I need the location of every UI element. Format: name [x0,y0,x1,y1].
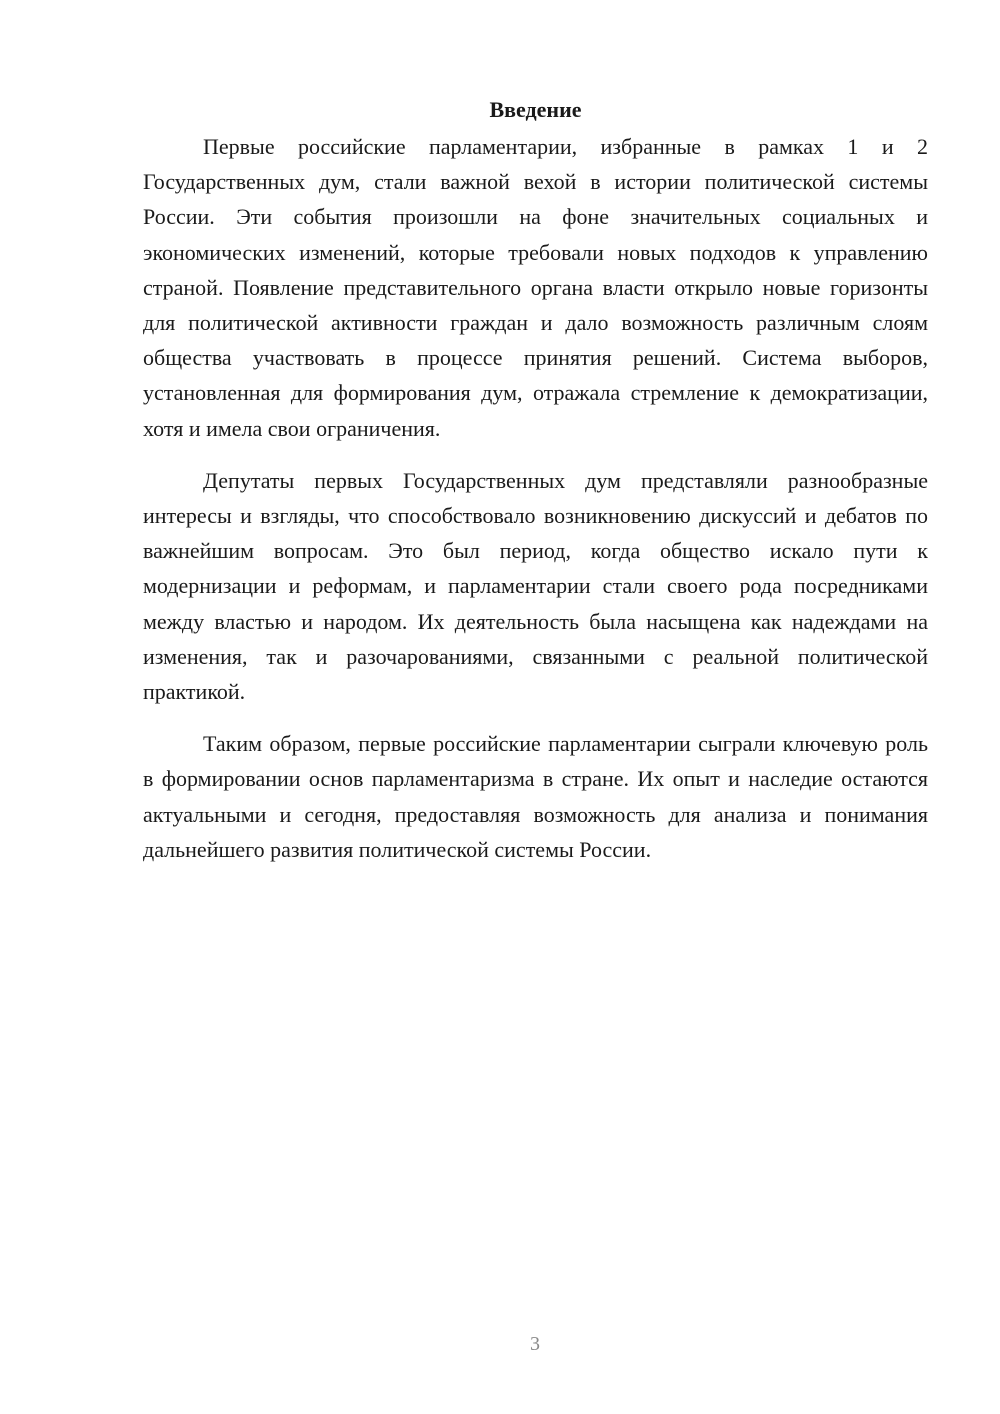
page-content [143,92,928,884]
paragraph-1: Первые российские парламентарии, избранные в рамках 1 и 2 Государственных дум, стали важной вехой в истории политической системы России. Эти события произошли на фоне значительных социальных и экономических изменений, которые требовали новых подходов к управлению страной. Появление представительного органа власти открыло новые горизонты для политической активности граждан и дало возможность различным слоям общества участвовать в процессе принятия решений. Система выборов, установленная для формирования дум, отражала стремление к демократизации, хотя и имела свои ограничения. [143,134,928,441]
paragraph-2: Депутаты первых Государственных дум представляли разнообразные интересы и взгляды, что способствовало возникновению дискуссий и дебатов по важнейшим вопросам. Это был период, когда общество искало пути к модернизации и реформам, и парламентарии стали своего рода посредниками между властью и народом. Их деятельность была насыщена как надеждами на изменения, так и разочарованиями, связанными с реальной политической практикой. [143,467,928,705]
section-title: Введение [489,97,582,122]
paragraph-3: Таким образом, первые российские парламентарии сыграли ключевую роль в формировании основ парламентаризма в стране. Их опыт и наследие остаются актуальными и сегодня, предоставляя возможность для анализа и понимания дальнейшего развития политической системы России. [143,731,928,862]
page-number: 3 [530,1333,540,1355]
